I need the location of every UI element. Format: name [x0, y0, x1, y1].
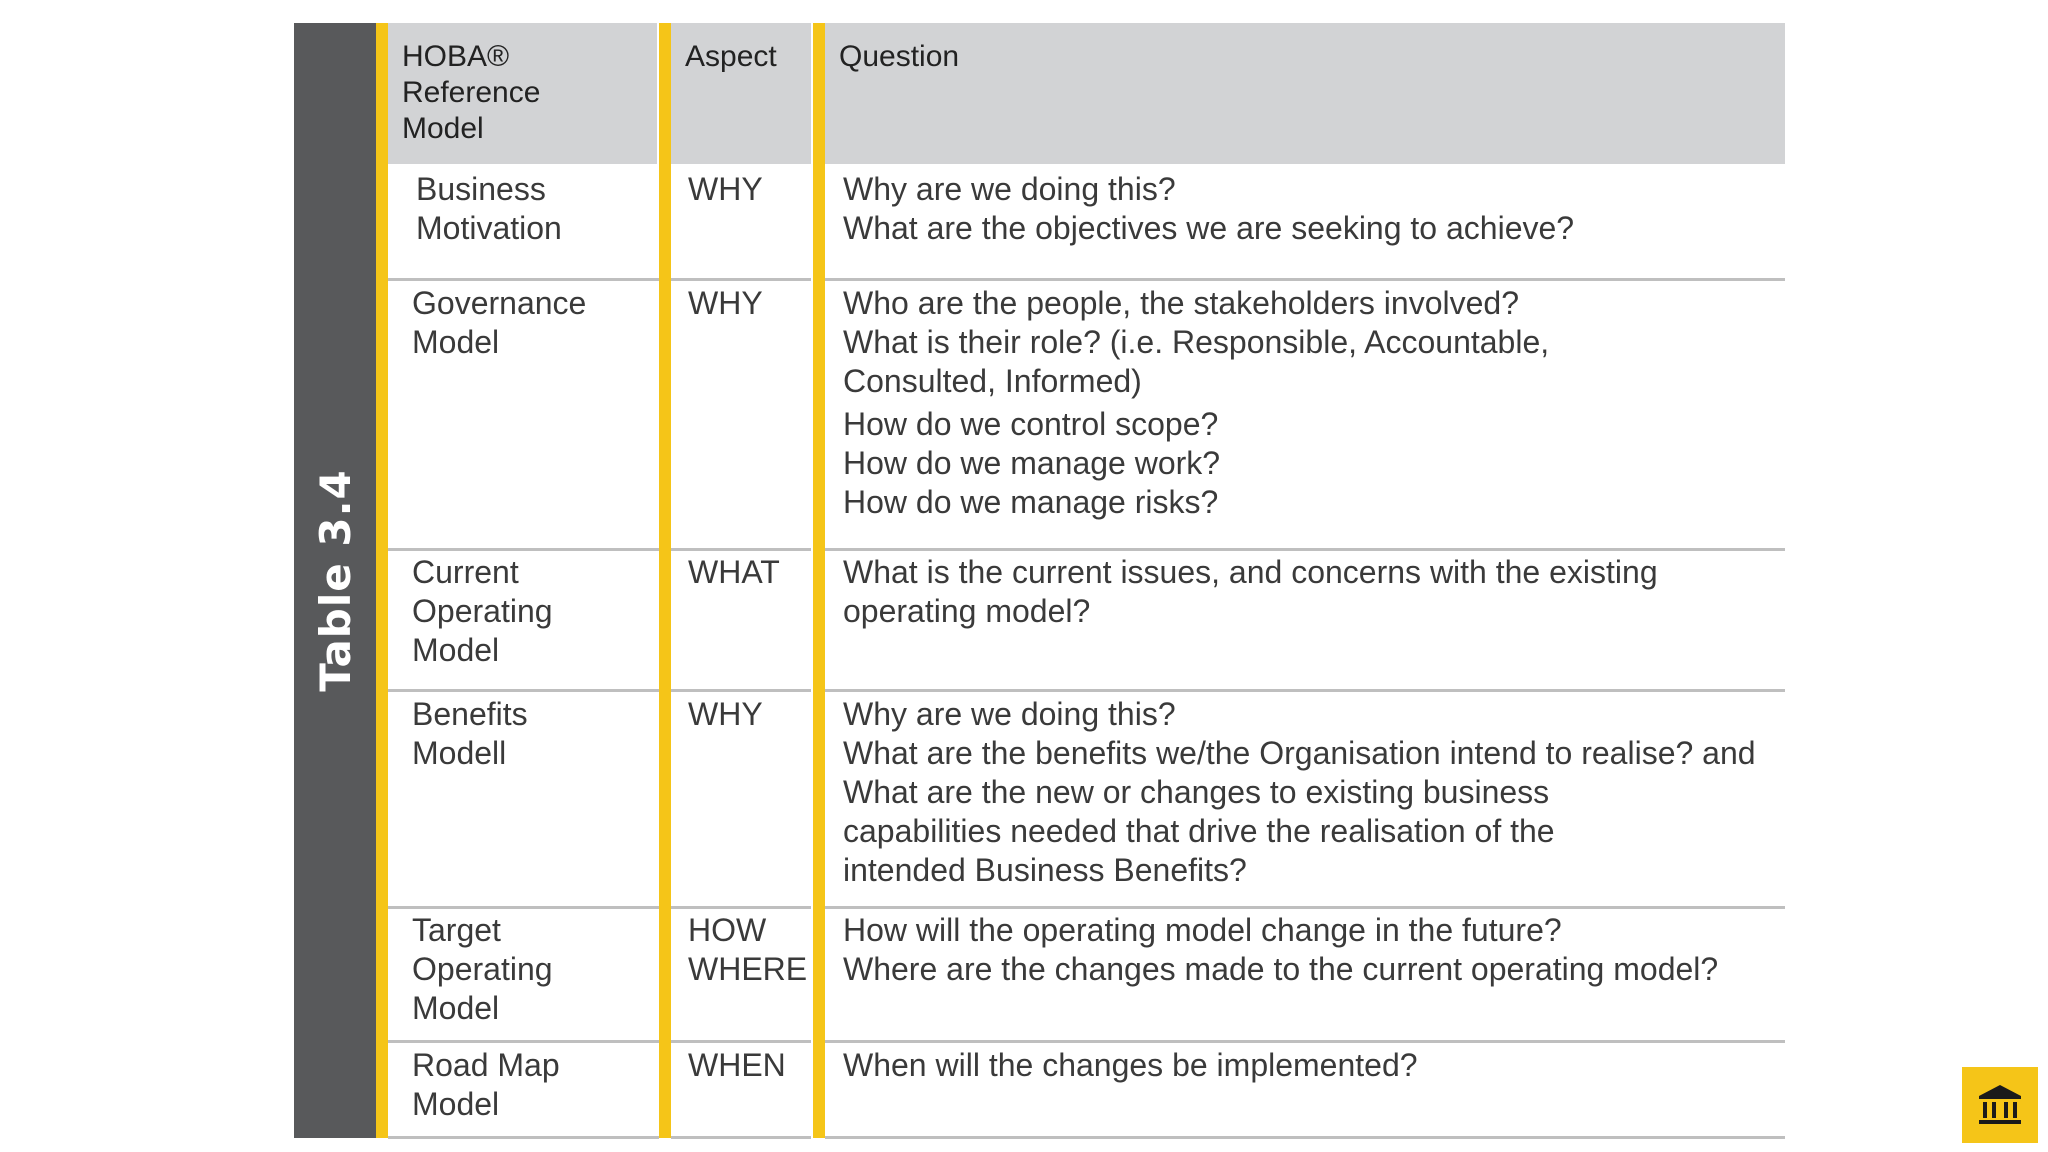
table-caption: Table 3.4	[310, 469, 360, 692]
aspect-cell	[688, 911, 807, 989]
row-divider	[671, 906, 811, 909]
header-question: Question	[825, 23, 1785, 164]
aspect-cell-line: WHY	[688, 285, 763, 321]
aspect-cell-line: WHAT	[688, 554, 780, 590]
question-cell	[843, 911, 1718, 989]
model-cell	[412, 695, 528, 773]
header-model-line: Model	[402, 112, 484, 145]
question-cell-line: intended Business Benefits?	[843, 852, 1247, 888]
aspect-cell-line: HOW	[688, 912, 767, 948]
model-cell-line: Model	[412, 324, 500, 360]
row-divider	[825, 689, 1785, 692]
model-cell-line: Model	[412, 632, 500, 668]
model-cell-line: Operating	[412, 593, 553, 629]
model-cell-line: Business	[416, 171, 546, 207]
question-cell	[843, 284, 1549, 522]
question-cell-line: When will the changes be implemented?	[843, 1047, 1418, 1083]
model-cell	[412, 553, 553, 670]
header-aspect: Aspect	[671, 23, 811, 164]
row-divider	[671, 1136, 811, 1139]
bank-icon	[1975, 1082, 2025, 1128]
row-divider	[388, 548, 659, 551]
question-cell-line: Where are the changes made to the current operating model?	[843, 951, 1719, 987]
model-cell	[412, 911, 553, 1028]
row-divider	[825, 278, 1785, 281]
aspect-cell	[688, 553, 780, 592]
aspect-cell-line: WHERE	[688, 951, 808, 987]
table-caption-container	[294, 23, 376, 1138]
model-cell-line: Current	[412, 554, 519, 590]
model-cell	[412, 1046, 560, 1124]
question-cell	[843, 170, 1574, 248]
question-cell-line: What are the objectives we are seeking to achieve?	[843, 210, 1575, 246]
row-divider	[825, 548, 1785, 551]
model-cell-line: Operating	[412, 951, 553, 987]
aspect-cell-line: WHEN	[688, 1047, 786, 1083]
aspect-cell	[688, 284, 763, 323]
divider-stripe-model	[376, 23, 388, 1138]
row-divider	[671, 689, 811, 692]
divider-stripe-aspect	[659, 23, 671, 1138]
model-cell-line: Governance	[412, 285, 587, 321]
row-divider	[388, 278, 659, 281]
question-cell-line: Why are we doing this?	[843, 696, 1176, 732]
row-divider	[388, 1040, 659, 1043]
question-cell-line: How do we manage risks?	[843, 484, 1219, 520]
question-cell	[843, 1046, 1418, 1085]
question-cell-line: What are the benefits we/the Organisation intend to realise? and	[843, 735, 1756, 771]
aspect-cell-line: WHY	[688, 696, 763, 732]
header-model-line: Reference	[402, 76, 541, 109]
header-model-line: HOBA®	[402, 40, 510, 73]
model-cell-line: Benefits	[412, 696, 528, 732]
question-cell-line: How do we control scope?	[843, 406, 1219, 442]
aspect-cell-line: WHY	[688, 171, 763, 207]
row-divider	[825, 1136, 1785, 1139]
row-divider	[825, 1040, 1785, 1043]
question-cell-line: Consulted, Informed)	[843, 363, 1142, 399]
row-divider	[671, 278, 811, 281]
model-cell-line: Motivation	[416, 210, 562, 246]
question-cell-line: What is their role? (i.e. Responsible, Accountable,	[843, 324, 1550, 360]
model-cell-line: Road Map	[412, 1047, 560, 1083]
model-cell	[412, 284, 586, 362]
row-divider	[388, 1136, 659, 1139]
aspect-cell	[688, 170, 763, 209]
home-button[interactable]	[1962, 1067, 2038, 1143]
question-cell	[843, 553, 1658, 631]
row-divider	[388, 906, 659, 909]
model-cell-line: Model	[412, 990, 500, 1026]
row-divider	[388, 689, 659, 692]
divider-stripe-question	[813, 23, 825, 1138]
model-cell-line: Modell	[412, 735, 507, 771]
row-divider	[671, 1040, 811, 1043]
row-divider	[825, 906, 1785, 909]
aspect-cell	[688, 695, 763, 734]
header-model	[388, 23, 657, 164]
question-cell-line: Why are we doing this?	[843, 171, 1176, 207]
question-cell-line: capabilities needed that drive the realisation of the	[843, 813, 1555, 849]
question-cell-line: Who are the people, the stakeholders involved?	[843, 285, 1519, 321]
model-cell-line: Target	[412, 912, 501, 948]
model-cell	[416, 170, 562, 248]
question-cell-line: What is the current issues, and concerns with the existing	[843, 554, 1658, 590]
question-cell-line: operating model?	[843, 593, 1091, 629]
question-cell-line: How will the operating model change in the future?	[843, 912, 1562, 948]
question-cell-line: How do we manage work?	[843, 445, 1221, 481]
question-cell-line: What are the new or changes to existing business	[843, 774, 1550, 810]
model-cell-line: Model	[412, 1086, 500, 1122]
question-cell	[843, 695, 1756, 890]
aspect-cell	[688, 1046, 786, 1085]
row-divider	[671, 548, 811, 551]
